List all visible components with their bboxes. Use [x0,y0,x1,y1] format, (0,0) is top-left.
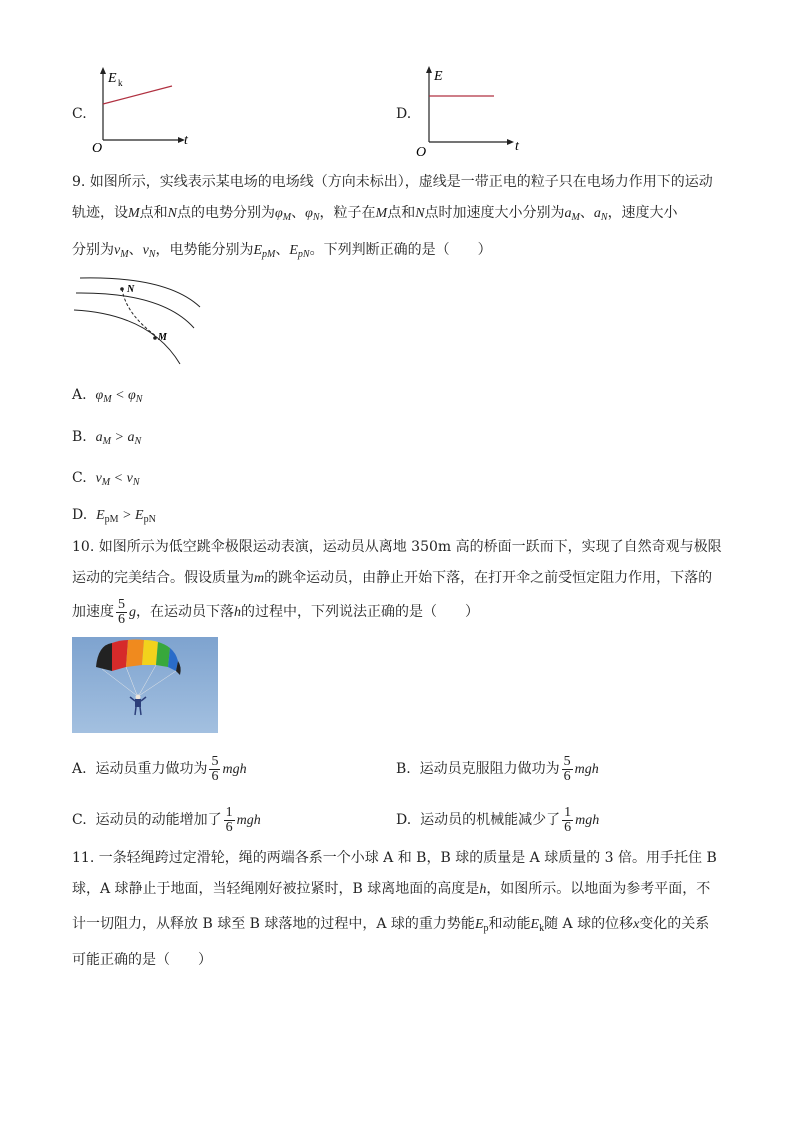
graph-d-origin: O [416,145,427,157]
field-line [76,293,194,328]
q11-line2: 球，A 球静止于地面，当轻绳刚好被拉紧时，B 球离地面的高度是h，如图所示。以地面为参考平面，不 [72,881,711,897]
option-d-label: D. [396,106,412,122]
graph-c-y-label: E [108,71,117,86]
point-m-label: M [158,332,167,343]
q10-option-d: D. 运动员的机械能减少了 $\frac{1}{6}$ mgh [396,804,600,835]
option-c-label: C. [72,106,87,122]
q10-line2: 运动的完美结合。假设质量为m的跳伞运动员，由静止开始下落，在打开伞之前受恒定阻力作用，下落的 [72,570,713,586]
q9-option-d: D. $E_{pM} > E_{pN}$ [72,507,156,525]
graph-c-x-label: t [184,133,188,148]
q11-line1: 11. 一条轻绳跨过定滑轮，绳的两端各系一个小球 A 和 B，B 球的质量是 A 球质量的 3 倍。用手托住 B [72,850,717,866]
point-n [120,287,124,291]
q9-line1: 9. 如图所示，实线表示某电场的电场线（方向未标出），虚线是一带正电的粒子只在电场力作用下的运动 [72,174,713,190]
field-line [80,278,200,307]
q9-line2: 轨迹，设M点和N点的电势分别为$\varphi_M$、$\varphi_N$，粒子在M点和N点时加速度大小分别为$a_M$、$a_N$，速度大小 [72,205,678,223]
graph-d-y-label: E [434,69,443,84]
q9-line3: 分别为$v_M$、$v_N$，电势能分别为$E_{pM}$、$E_{pN}$。下列判断正确的是（ ） [72,242,492,260]
q9-option-a: A. $\varphi_M < \varphi_N$ [72,387,143,405]
q9-option-c: C. $v_M < v_N$ [72,470,140,488]
graph-c-y-sub: k [118,78,123,88]
point-n-label: N [127,284,135,295]
graph-c-line [103,86,172,104]
q11-line3: 计一切阻力，从释放 B 球至 B 球落地的过程中，A 球的重力势能$E_p$和动能$E_k$随 A 球的位移x变化的关系 [72,916,710,934]
q11-line4: 可能正确的是（ ） [72,952,212,968]
graph-d [414,62,529,157]
q10-option-a: A. 运动员重力做功为 $\frac{5}{6}$ mgh [72,753,247,784]
q10-line1: 10. 如图所示为低空跳伞极限运动表演，运动员从离地 350m 高的桥面一跃而下，实现了自然奇观与极限 [72,539,722,555]
graph-c [88,64,198,154]
q10-option-c: C. 运动员的动能增加了 $\frac{1}{6}$ mgh [72,804,261,835]
q10-option-b: B. 运动员克服阻力做功为 $\frac{5}{6}$ mgh [396,753,599,784]
graph-d-x-label: t [515,139,519,154]
q10-line3: 加速度 $\frac{5}{6}$ g，在运动员下落h的过程中，下列说法正确的是（ ） [72,596,479,627]
field-lines-figure [72,270,207,370]
parachute-photo [72,637,218,733]
graph-c-origin: O [92,141,103,154]
point-m [153,336,157,340]
q9-option-b: B. $a_M > a_N$ [72,429,142,447]
